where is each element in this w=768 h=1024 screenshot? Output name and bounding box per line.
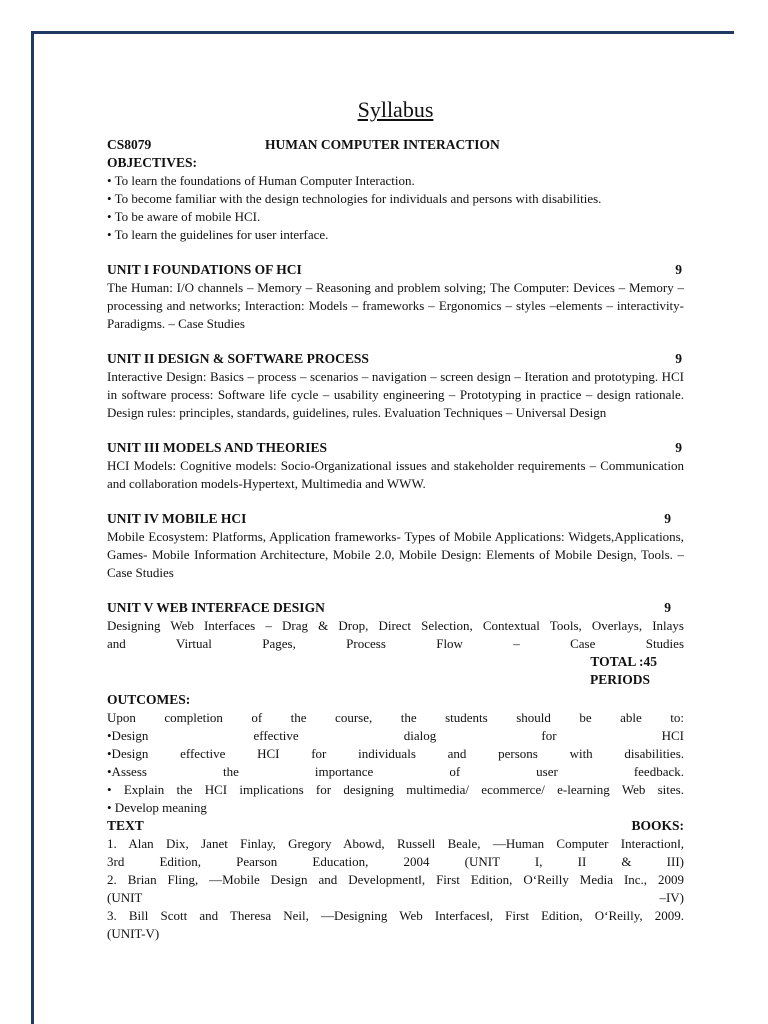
outcomes-list [107,709,684,817]
objectives-list [107,172,684,244]
objective-item: • To learn the foundations of Human Computer Interaction. [107,173,415,188]
unit-title: UNIT III MODELS AND THEORIES [107,440,328,455]
unit-5 [107,599,684,653]
total-periods [107,653,684,689]
unit-3 [107,439,684,493]
course-name: HUMAN COMPUTER INTERACTION [265,137,500,152]
unit-body: Interactive Design: Basics – process – scenarios – navigation – screen design – Iteration and prototyping. HCI in software process: Software life cycle – usability engineering – Prototyping in practice – design rationale. Design rules: principles, standards, guidelines, rules. Evaluation Techniques – Universal Design [107,369,684,420]
unit-2 [107,350,684,422]
unit-body: Mobile Ecosystem: Platforms, Application frameworks- Types of Mobile Applications: Widgets,Applications, Games- Mobile Information Architecture, Mobile 2.0, Mobile Design: Elements of Mobile Design, Tools. – Case Studies [107,529,684,580]
outcome-line: • Develop meaning [107,800,207,815]
unit-body: The Human: I/O channels – Memory – Reasoning and problem solving; The Computer: Devices – Memory – processing and networks; Interaction: Models – frameworks – Ergonomics – styles –elements – interactivity- Paradigms. – Case Studies [107,280,684,331]
book-line: (UNIT-V) [107,926,160,941]
unit-heading [107,439,684,457]
outcome-line: Upon completion of the course, the students should be able to: [107,710,684,725]
unit-4 [107,510,684,582]
text-books-heading-left: TEXT [107,818,144,833]
objective-item: • To be aware of mobile HCI. [107,209,261,224]
book-line: 2. Brian Fling, ―Mobile Design and Development‖, First Edition, O‘Reilly Media Inc., 2009 [107,872,684,887]
unit-heading [107,261,684,279]
objective-item: • To become familiar with the design technologies for individuals and persons with disabilities. [107,191,602,206]
unit-heading [107,510,684,528]
unit-body: HCI Models: Cognitive models: Socio-Organizational issues and stakeholder requirements – Communication and collaboration models-Hypertext, Multimedia and WWW. [107,458,684,491]
unit-hours: 9 [664,600,671,615]
unit-title: UNIT IV MOBILE HCI [107,511,247,526]
outcome-line: •Design effective HCI for individuals and persons with disabilities. [107,746,684,761]
page-border-top [31,31,734,34]
book-line: 3rd Edition, Pearson Education, 2004 (UNIT I, II & III) [107,854,684,869]
periods-line: PERIODS [589,672,650,687]
unit-1 [107,261,684,333]
outcomes-heading: OUTCOMES: [107,692,191,707]
outcome-line: •Assess the importance of user feedback. [107,764,684,779]
unit-hours: 9 [675,351,682,366]
course-code: CS8079 [107,137,152,152]
book-line: (UNIT –IV) [107,890,684,905]
unit-body-line: and Virtual Pages, Process Flow – Case Studies [107,636,684,651]
unit-title: UNIT I FOUNDATIONS OF HCI [107,262,302,277]
course-header [107,136,684,154]
unit-title: UNIT II DESIGN & SOFTWARE PROCESS [107,351,369,366]
page-title: Syllabus [357,97,434,122]
unit-title: UNIT V WEB INTERFACE DESIGN [107,600,325,615]
text-books-heading [107,817,684,835]
outcome-line: •Design effective dialog for HCI [107,728,684,743]
page-border-left [31,31,34,1024]
unit-hours: 9 [675,262,682,277]
unit-heading [107,350,684,368]
book-line: 1. Alan Dix, Janet Finlay, Gregory Abowd, Russell Beale, ―Human Computer Interaction‖, [107,836,684,851]
text-books-heading-right: BOOKS: [631,818,684,833]
outcome-line: • Explain the HCI implications for designing multimedia/ ecommerce/ e-learning Web sites. [107,782,684,797]
total-line: TOTAL :45 [590,654,657,669]
unit-hours: 9 [664,511,671,526]
objective-item: • To learn the guidelines for user interface. [107,227,329,242]
unit-heading [107,599,684,617]
syllabus-page [107,96,684,943]
unit-hours: 9 [675,440,682,455]
text-books-list [107,835,684,943]
objectives-heading: OBJECTIVES: [107,155,198,170]
book-line: 3. Bill Scott and Theresa Neil, ―Designing Web Interfaces‖, First Edition, O‘Reilly, 2009. [107,908,684,923]
unit-body-line: Designing Web Interfaces – Drag & Drop, Direct Selection, Contextual Tools, Overlays, Inlays [107,618,684,633]
